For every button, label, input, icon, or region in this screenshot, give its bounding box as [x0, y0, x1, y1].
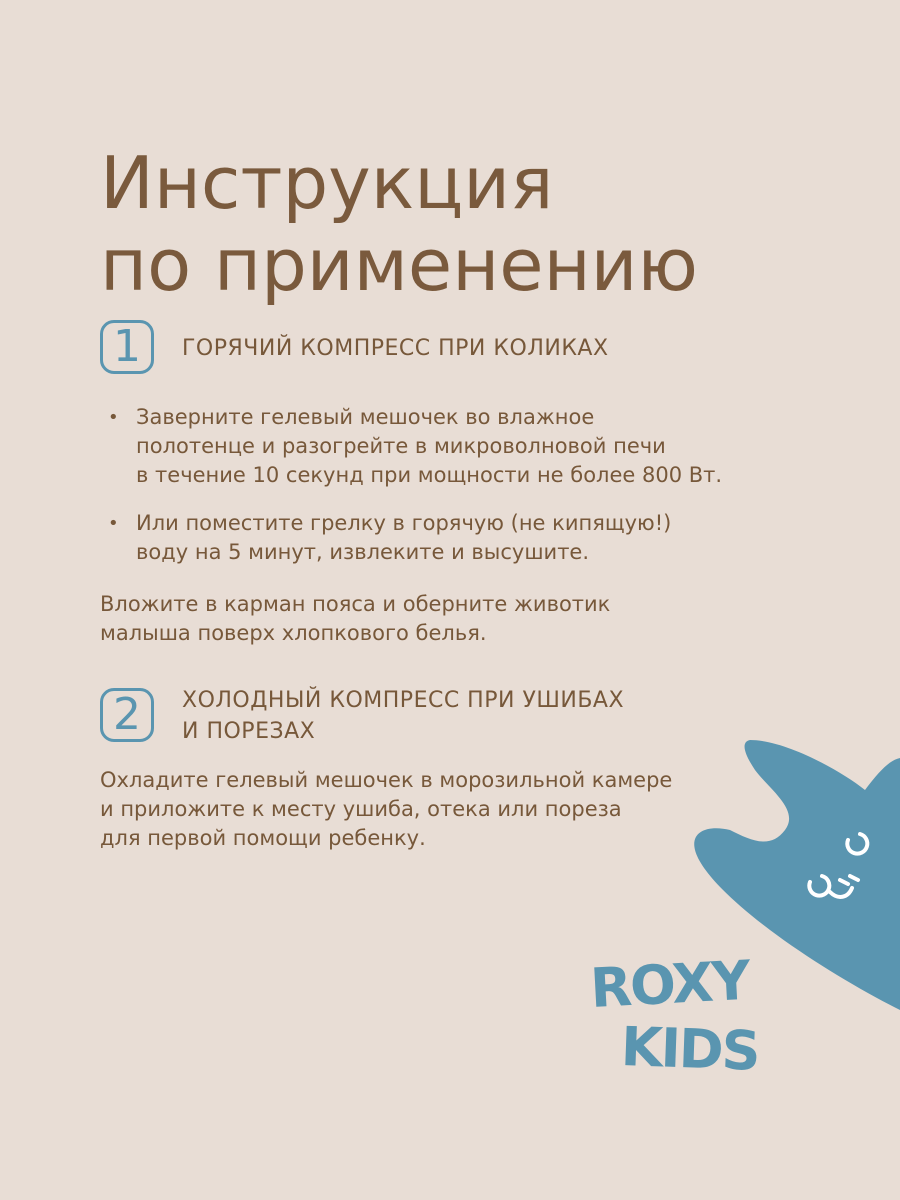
section-2-number-badge: [100, 688, 154, 742]
section-1-heading: [182, 333, 609, 364]
bullet-1-line-2: полотенце и разогрейте в микроволновой печи: [136, 434, 666, 458]
roxy-kids-logo: [588, 948, 760, 1083]
bullet-1-line-3: в течение 10 секунд при мощности не более 800 Вт.: [136, 463, 723, 487]
title-line-2: по применению: [100, 223, 699, 307]
logo-line-1: ROXY: [588, 948, 751, 1020]
list-item: [108, 509, 722, 567]
section-2-heading: [182, 685, 624, 747]
section-2-heading-line-1: ХОЛОДНЫЙ КОМПРЕСС ПРИ УШИБАХ: [182, 688, 625, 713]
section-2-heading-line-2: И ПОРЕЗАХ: [182, 719, 316, 744]
page-title: [100, 142, 698, 306]
bullet-2-line-1: Или поместите грелку в горячую (не кипящую!): [136, 511, 672, 535]
section-1-paragraph-line-1: Вложите в карман пояса и оберните животик: [100, 592, 611, 616]
section-1-number: 1: [113, 321, 141, 372]
section-1-heading-text: ГОРЯЧИЙ КОМПРЕСС ПРИ КОЛИКАХ: [182, 336, 609, 361]
title-line-1: Инструкция: [100, 141, 554, 225]
section-1-paragraph-line-2: малыша поверх хлопкового белья.: [100, 621, 487, 645]
section-2-number: 2: [113, 689, 141, 740]
section-2-paragraph: [100, 766, 672, 853]
bullet-2-line-2: воду на 5 минут, извлеките и высушите.: [136, 540, 590, 564]
bullet-icon: •: [108, 407, 119, 428]
section-1-paragraph: [100, 590, 610, 648]
section-2-paragraph-line-2: и приложите к месту ушиба, отека или пореза: [100, 797, 622, 821]
list-item: [108, 403, 722, 490]
bullet-1-line-1: Заверните гелевый мешочек во влажное: [136, 405, 595, 429]
section-1-number-badge: [100, 320, 154, 374]
logo-line-2: KIDS: [619, 1015, 760, 1083]
bullet-icon: •: [108, 513, 119, 534]
section-1-bullet-list: [108, 403, 722, 586]
section-2-paragraph-line-3: для первой помощи ребенку.: [100, 826, 426, 850]
section-2-paragraph-line-1: Охладите гелевый мешочек в морозильной камере: [100, 768, 673, 792]
